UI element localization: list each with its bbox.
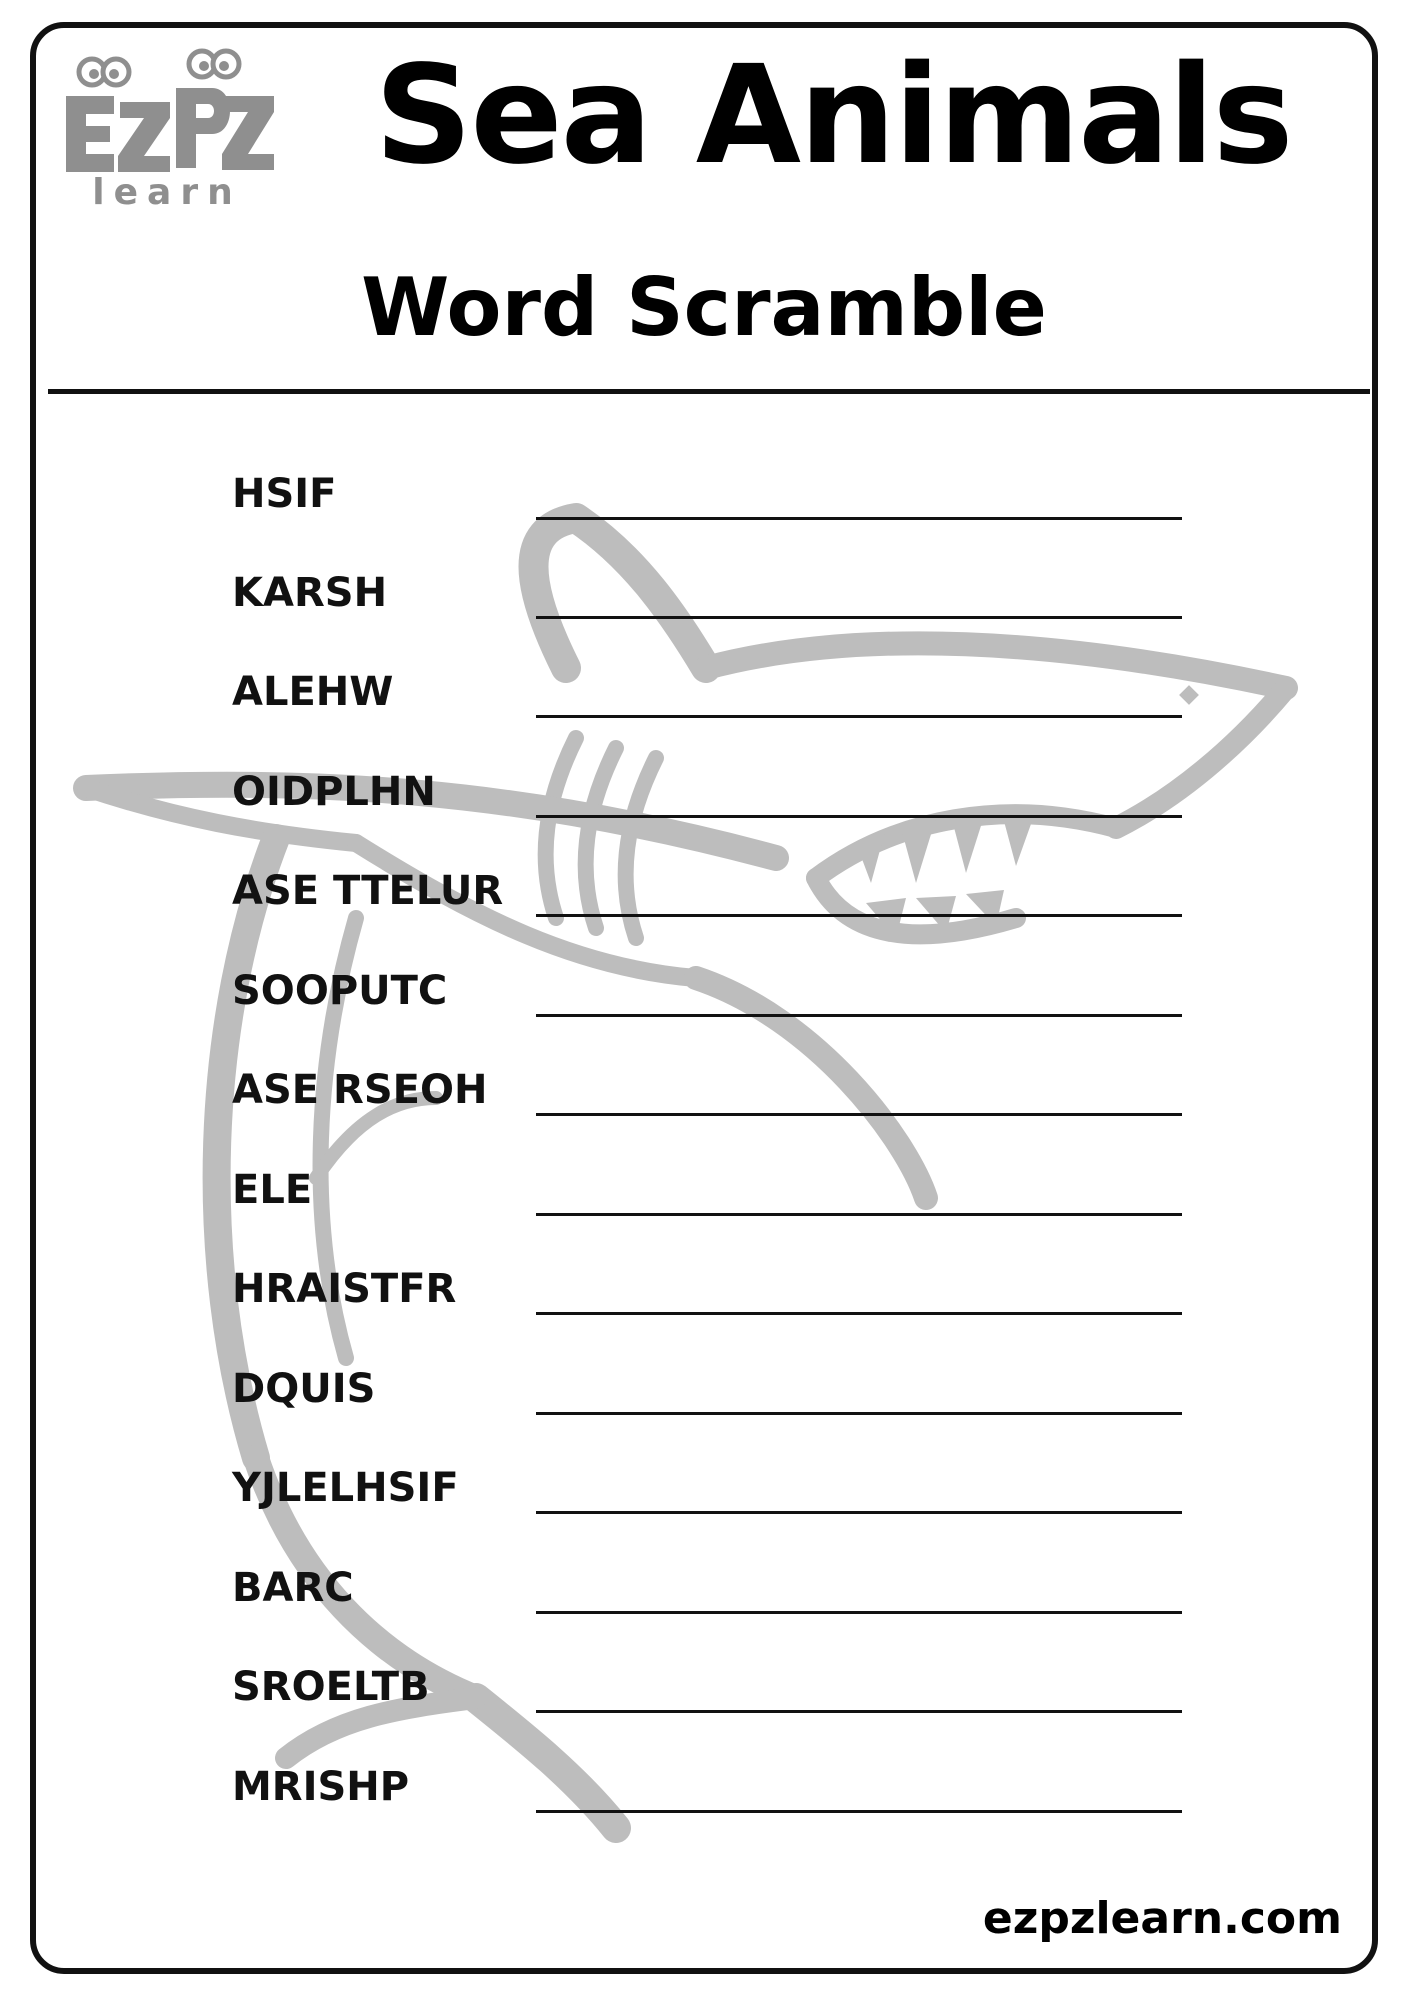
scrambled-word: ALEHW <box>232 669 394 715</box>
answer-line[interactable] <box>536 1810 1182 1813</box>
answer-line[interactable] <box>536 715 1182 718</box>
scrambled-word: SROELTB <box>232 1664 430 1710</box>
answer-line[interactable] <box>536 1611 1182 1614</box>
answer-line[interactable] <box>536 1213 1182 1216</box>
word-row <box>232 1554 1212 1614</box>
scrambled-word: HSIF <box>232 471 337 517</box>
word-row <box>232 758 1212 818</box>
scrambled-word: YJLELHSIF <box>232 1465 459 1511</box>
scrambled-word: ASE TTELUR <box>232 868 504 914</box>
answer-line[interactable] <box>536 1412 1182 1415</box>
scrambled-word: ASE RSEOH <box>232 1067 488 1113</box>
scrambled-word: MRISHP <box>232 1764 410 1810</box>
scrambled-word: HRAISTFR <box>232 1266 457 1312</box>
answer-line[interactable] <box>536 1312 1182 1315</box>
scrambled-word: OIDPLHN <box>232 769 436 815</box>
scrambled-word: DQUIS <box>232 1366 376 1412</box>
word-row <box>232 1753 1212 1813</box>
page-subtitle: Word Scramble <box>361 261 1047 354</box>
scrambled-word: KARSH <box>232 570 388 616</box>
answer-line[interactable] <box>536 1511 1182 1514</box>
word-row <box>232 957 1212 1017</box>
answer-line[interactable] <box>536 1113 1182 1116</box>
answer-line[interactable] <box>536 517 1182 520</box>
word-row <box>232 460 1212 520</box>
word-row <box>232 1056 1212 1116</box>
worksheet-frame <box>30 22 1378 1974</box>
answer-line[interactable] <box>536 1014 1182 1017</box>
word-row <box>232 1156 1212 1216</box>
answer-line[interactable] <box>536 815 1182 818</box>
word-row <box>232 857 1212 917</box>
answer-line[interactable] <box>536 616 1182 619</box>
logo-subtext: learn <box>92 172 242 213</box>
scrambled-word: ELE <box>232 1167 313 1213</box>
scrambled-word: SOOPUTC <box>232 968 448 1014</box>
word-row <box>232 1355 1212 1415</box>
word-row <box>232 1653 1212 1713</box>
word-row <box>232 658 1212 718</box>
word-row <box>232 1255 1212 1315</box>
answer-line[interactable] <box>536 1710 1182 1713</box>
word-list <box>36 28 1372 1968</box>
word-row <box>232 559 1212 619</box>
scrambled-word: BARC <box>232 1565 354 1611</box>
word-row <box>232 1454 1212 1514</box>
answer-line[interactable] <box>536 914 1182 917</box>
page-title: Sea Animals <box>374 37 1292 195</box>
footer-url: ezpzlearn.com <box>982 1893 1342 1944</box>
